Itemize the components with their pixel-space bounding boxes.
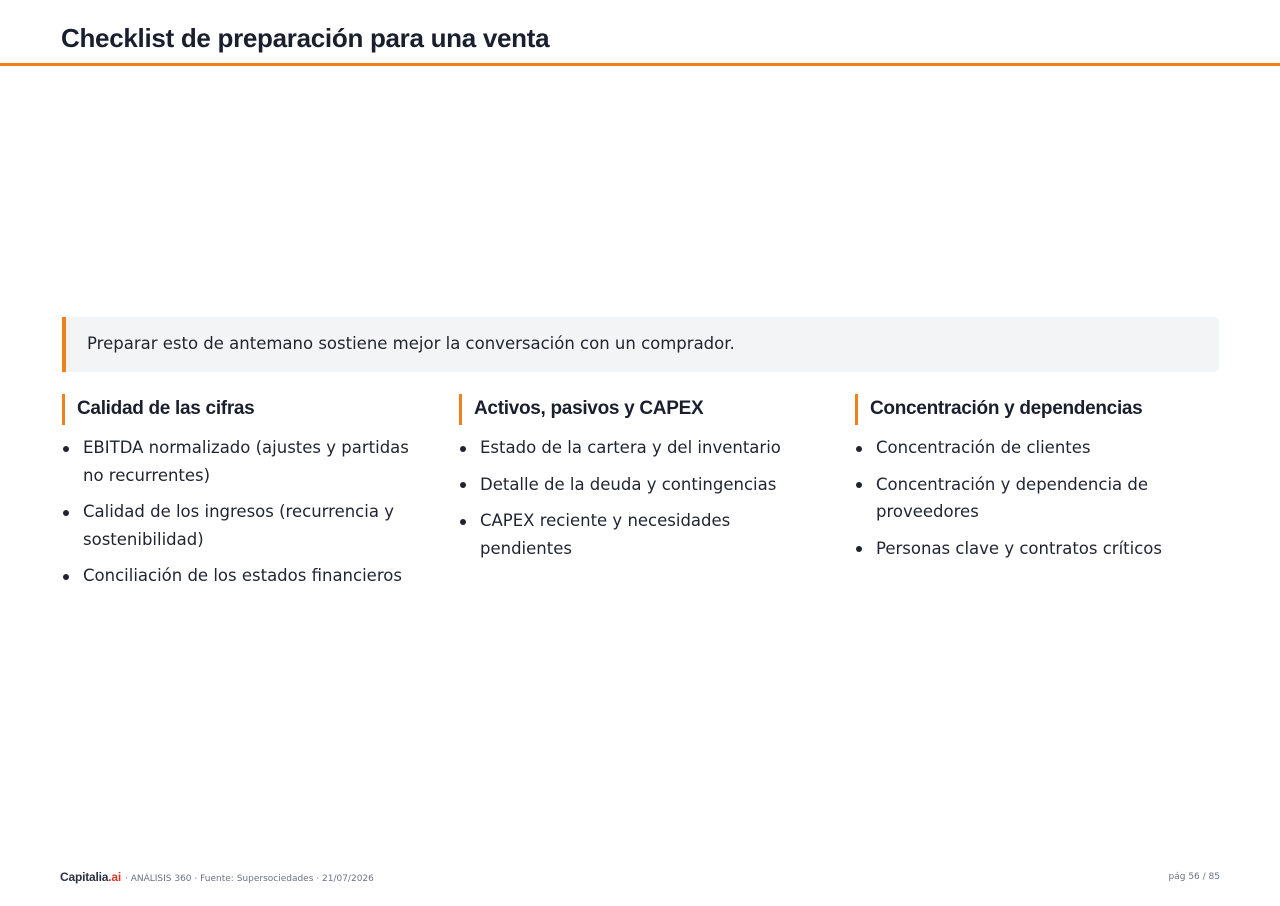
list-item: Personas clave y contratos críticos	[855, 535, 1215, 563]
list-item: Calidad de los ingresos (recurrencia y sostenibilidad)	[62, 498, 422, 553]
footer-meta: · ANÁLISIS 360 · Fuente: Supersociedades · 21/07/2026	[124, 874, 374, 884]
column-activos-pasivos	[459, 394, 819, 571]
list-item: CAPEX reciente y necesidades pendientes	[459, 507, 819, 562]
list-item: Concentración de clientes	[855, 434, 1215, 462]
logo-suffix-text: .ai	[108, 870, 121, 884]
page-title: Checklist de preparación para una venta	[61, 23, 550, 53]
bullet-list	[62, 434, 422, 590]
page-number: pág 56 / 85	[1168, 872, 1220, 882]
footer-left	[60, 869, 374, 885]
column-heading	[855, 394, 1215, 425]
callout-box	[62, 317, 1219, 372]
callout-text: Preparar esto de antemano sostiene mejor la conversación con un comprador.	[87, 334, 735, 353]
column-heading-text: Activos, pasivos y CAPEX	[474, 398, 704, 419]
brand-logo	[60, 870, 121, 884]
list-item: EBITDA normalizado (ajustes y partidas no recurrentes)	[62, 434, 422, 489]
bullet-list	[855, 434, 1215, 562]
column-concentracion	[855, 394, 1215, 571]
page-header	[0, 0, 1280, 66]
column-heading-text: Concentración y dependencias	[870, 398, 1143, 419]
list-item: Concentración y dependencia de proveedores	[855, 471, 1215, 526]
column-calidad-cifras	[62, 394, 422, 599]
column-heading-text: Calidad de las cifras	[77, 398, 255, 419]
logo-main-text: Capitalia	[60, 870, 109, 884]
bullet-list	[459, 434, 819, 562]
list-item: Conciliación de los estados financieros	[62, 562, 422, 590]
list-item: Estado de la cartera y del inventario	[459, 434, 819, 462]
column-heading	[62, 394, 422, 425]
list-item: Detalle de la deuda y contingencias	[459, 471, 819, 499]
column-heading	[459, 394, 819, 425]
